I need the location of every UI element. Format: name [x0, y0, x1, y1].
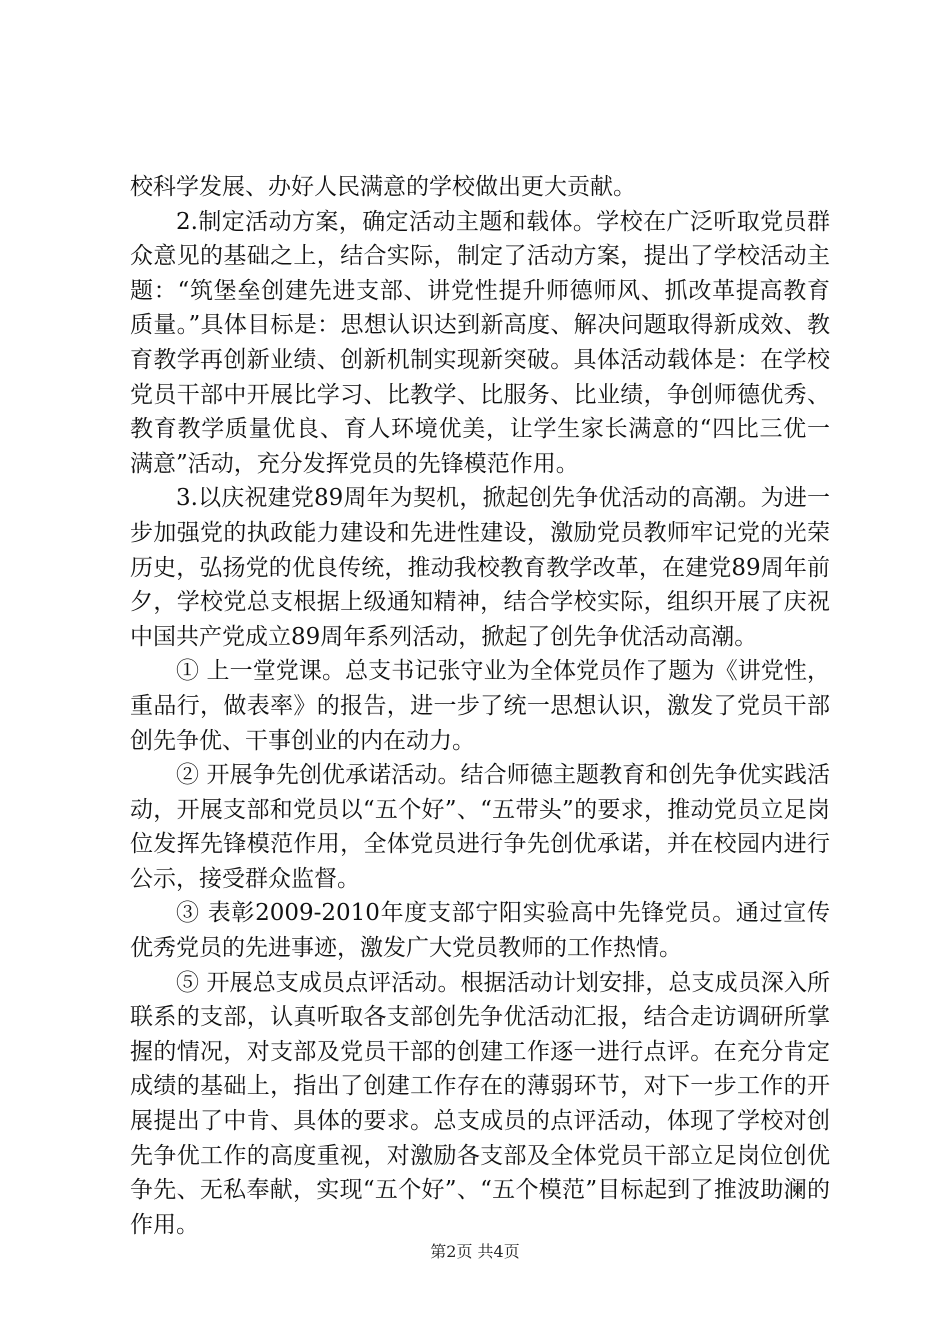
- paragraph-sub-1: ① 上一堂党课。总支书记张守业为全体党员作了题为《讲党性，重品行，做表率》的报告，进一步了统一思想认识，激发了党员干部创先争优、干事创业的内在动力。: [130, 658, 830, 754]
- document-body: [130, 170, 830, 1242]
- paragraph-continuation: 校科学发展、办好人民满意的学校做出更大贡献。: [130, 174, 636, 200]
- page-number-footer: 第2页 共4页: [430, 1242, 520, 1261]
- paragraph-item-2: 2.制定活动方案，确定活动主题和载体。学校在广泛听取党员群众意见的基础之上，结合实际，制定了活动方案，提出了学校活动主题：“筑堡垒创建先进支部、讲党性提升师德师风、抓改革提高教育质量。”具体目标是：思想认识达到新高度、解决问题取得新成效、教育教学再创新业绩、创新机制实现新突破。具体活动载体是：在学校党员干部中开展比学习、比教学、比服务、比业绩，争创师德优秀、教育教学质量优良、育人环境优美，让学生家长满意的“四比三优一满意”活动，充分发挥党员的先锋模范作用。: [130, 208, 830, 477]
- paragraph-sub-5: ⑤ 开展总支成员点评活动。根据活动计划安排，总支成员深入所联系的支部，认真听取各支部创先争优活动汇报，结合走访调研所掌握的情况，对支部及党员干部的创建工作逐一进行点评。在充分肯定成绩的基础上，指出了创建工作存在的薄弱环节，对下一步工作的开展提出了中肯、具体的要求。总支成员的点评活动，体现了学校对创先争优工作的高度重视，对激励各支部及全体党员干部立足岗位创优争先、无私奉献，实现“五个好”、“五个模范”目标起到了推波助澜的作用。: [130, 969, 830, 1238]
- paragraph-sub-2: ② 开展争先创优承诺活动。结合师德主题教育和创先争优实践活动，开展支部和党员以“五个好”、“五带头”的要求，推动党员立足岗位发挥先锋模范作用，全体党员进行争先创优承诺，并在校园内进行公示，接受群众监督。: [130, 762, 830, 892]
- paragraph-sub-3: ③ 表彰2009-2010年度支部宁阳实验高中先锋党员。通过宣传优秀党员的先进事迹，激发广大党员教师的工作热情。: [130, 900, 830, 962]
- paragraph-item-3: 3.以庆祝建党89周年为契机，掀起创先争优活动的高潮。为进一步加强党的执政能力建设和先进性建设，激励党员教师牢记党的光荣历史，弘扬党的优良传统，推动我校教育教学改革，在建党89周年前夕，学校党总支根据上级通知精神，结合学校实际，组织开展了庆祝中国共产党成立89周年系列活动，掀起了创先争优活动高潮。: [130, 485, 830, 650]
